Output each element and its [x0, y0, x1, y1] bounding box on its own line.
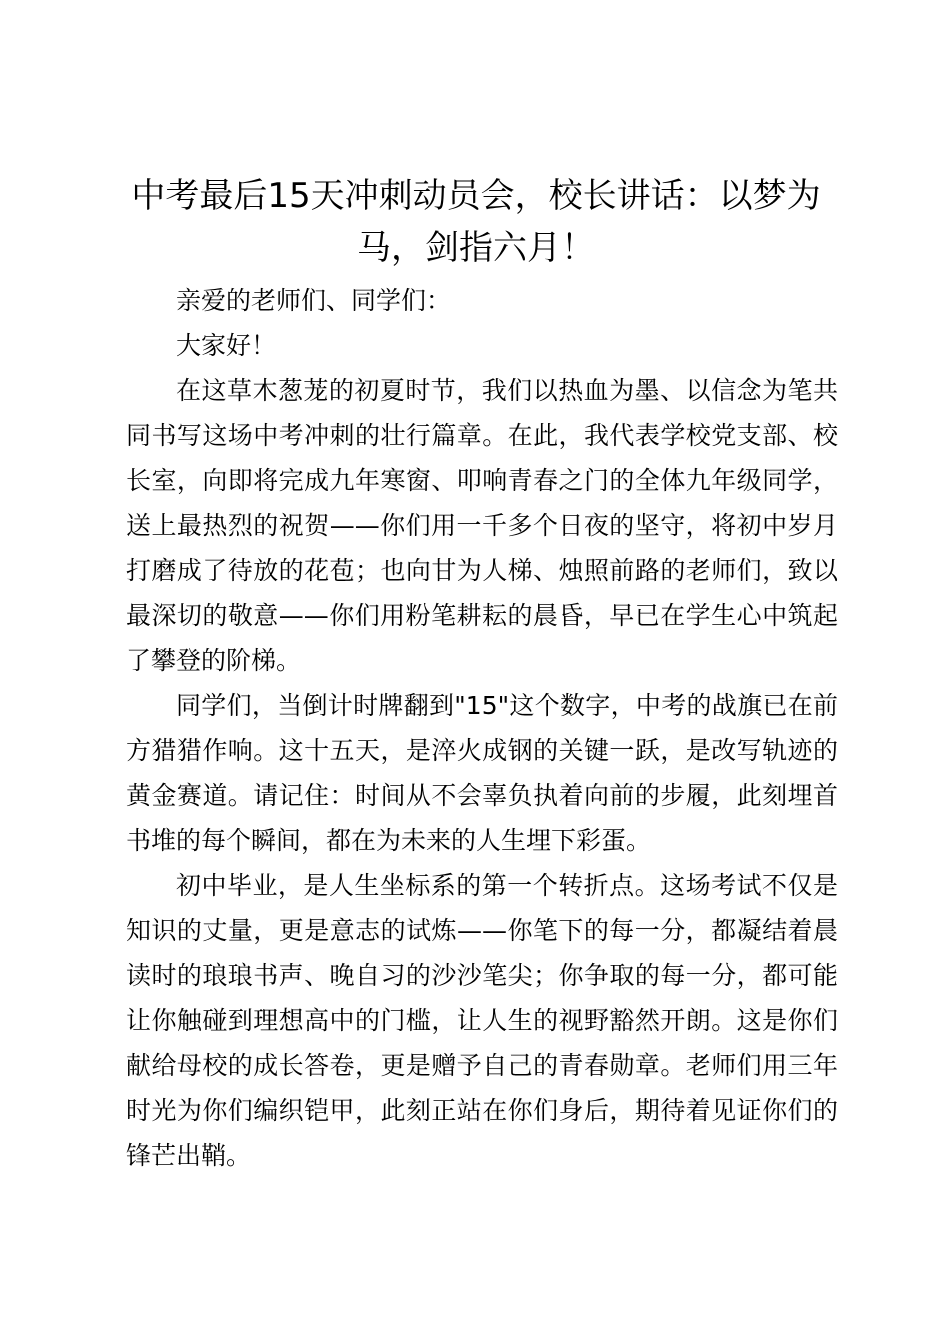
paragraph-countdown: 同学们，当倒计时牌翻到"15"这个数字，中考的战旗已在前方猎猎作响。这十五天，是淬火成钢的关键一跃，是改写轨迹的黄金赛道。请记住：时间从不会辜负执着向前的步履，此刻埋首书堆的每个瞬间，都在为未来的人生埋下彩蛋。 — [126, 691, 838, 855]
document-title: 中考最后15天冲刺动员会，校长讲话：以梦为马，剑指六月！ — [131, 176, 821, 268]
paragraph-greeting: 大家好！ — [176, 331, 277, 360]
paragraph-opening: 在这草木葱茏的初夏时节，我们以热血为墨、以信念为笔共同书写这场中考冲刺的壮行篇章。在此，我代表学校党支部、校长室，向即将完成九年寒窗、叩响青春之门的全体九年级同学，送上最热烈的祝贺——你们用一千多个日夜的坚守，将初中岁月打磨成了待放的花苞；也向甘为人梯、烛照前路的老师们，致以最深切的敬意——你们用粉笔耕耘的晨昏，早已在学生心中筑起了攀登的阶梯。 — [126, 376, 838, 675]
paragraph-graduation: 初中毕业，是人生坐标系的第一个转折点。这场考试不仅是知识的丈量，更是意志的试炼——你笔下的每一分，都凝结着晨读时的琅琅书声、晚自习的沙沙笔尖；你争取的每一分，都可能让你触碰到理想高中的门槛，让人生的视野豁然开朗。这是你们献给母校的成长答卷，更是赠予自己的青春勋章。老师们用三年时光为你们编织铠甲，此刻正站在你们身后，期待着见证你们的锋芒出鞘。 — [126, 871, 838, 1170]
paragraph-salutation: 亲爱的老师们、同学们： — [176, 286, 452, 315]
document-body — [126, 278, 838, 1178]
